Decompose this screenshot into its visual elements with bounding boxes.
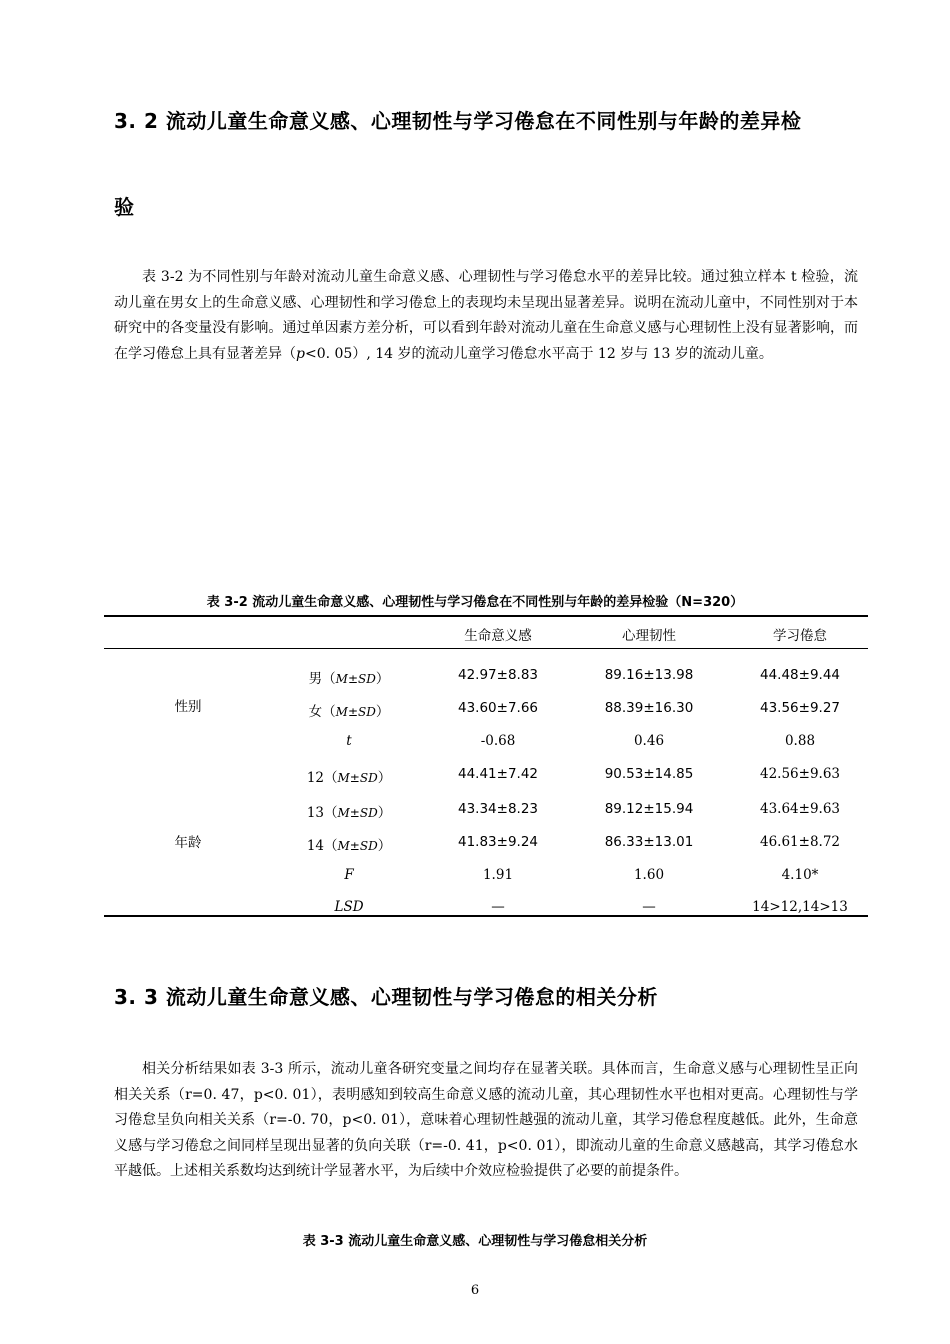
row-label — [307, 834, 391, 854]
column-header-resilience: 心理韧性 — [622, 628, 676, 644]
column-header-meaning-in-life: 生命意义感 — [464, 628, 532, 644]
row-label-prefix: 男（ — [308, 671, 336, 687]
row-label — [346, 733, 351, 749]
row-label-prefix: 14（ — [306, 838, 338, 854]
group-label-gender: 性别 — [174, 699, 202, 715]
table-3-2-caption: 表 3-2 流动儿童生命意义感、心理韧性与学习倦怠在不同性别与年龄的差异检验（N=320） — [206, 595, 744, 610]
row-label — [309, 700, 390, 720]
table-header-rule — [104, 648, 868, 649]
table-cell: 43.56±9.27 — [759, 700, 841, 716]
row-label — [309, 667, 390, 687]
table-cell: 42.56±9.63 — [759, 766, 841, 782]
paragraph-3-2-p-symbol: p — [296, 345, 305, 362]
paragraph-3-2-text: 表 3-2 为不同性别与年龄对流动儿童生命意义感、心理韧性与学习倦怠水平的差异比较。通过独立样本 t 检验，流动儿童在男女上的生命意义感、心理韧性和学习倦怠上的表现均未呈现出显著差异。说明在流动儿童中，不同性别对于本研究中的各变量没有影响。通过单因素方差分析，可以看到年龄对流动儿童在生命意义感与心理韧性上没有显著影响，而在学习倦怠上具有显著差异（ — [114, 269, 858, 362]
table-cell: 1.60 — [633, 867, 665, 883]
paragraph-3-2-tail: <0. 05）, 14 岁的流动儿童学习倦怠水平高于 12 岁与 13 岁的流动儿童。 — [304, 345, 773, 362]
table-3-3-caption: 表 3-3 流动儿童生命意义感、心理韧性与学习倦怠相关分析 — [302, 1234, 648, 1249]
table-cell: 0.88 — [784, 733, 816, 749]
row-label-prefix: 女（ — [308, 704, 336, 720]
table-cell: 46.61±8.72 — [759, 834, 841, 850]
column-header-learning-burnout: 学习倦怠 — [773, 628, 827, 644]
table-cell: 89.12±15.94 — [604, 801, 694, 817]
row-label-statistic: M±SD — [335, 672, 376, 686]
row-label-suffix: ） — [375, 704, 390, 720]
table-cell: 44.48±9.44 — [759, 667, 841, 683]
row-label-statistic: t — [346, 733, 352, 749]
row-label — [334, 899, 363, 915]
table-3-2 — [104, 615, 868, 917]
paragraph-3-3-text: 相关分析结果如表 3-3 所示，流动儿童各研究变量之间均存在显著关联。具体而言，生命意义感与心理韧性呈正向相关关系（r=0. 47，p<0. 01），表明感知到较高生命意义感的流动儿童，其心理韧性水平也相对更高。心理韧性与学习倦怠呈负向相关关系（r=-0. 70，p<0. 01），意味着心理韧性越强的流动儿童，其学习倦怠程度越低。此外，生命意义感与学习倦怠之间同样呈现出显著的负向关联（r=-0. 41，p<0. 01），即流动儿童的生命意义感越高，其学习倦怠水平越低。上述相关系数均达到统计学显著水平，为后续中介效应检验提供了必要的前提条件。 — [114, 1061, 858, 1180]
row-label-suffix: ） — [375, 671, 390, 687]
table-cell: 88.39±16.30 — [604, 700, 694, 716]
table-cell: 43.34±8.23 — [457, 801, 539, 817]
paragraph-3-3 — [114, 1057, 858, 1185]
row-label-statistic: M±SD — [337, 771, 378, 785]
row-label-statistic: F — [344, 867, 354, 883]
table-cell: 4.10* — [781, 867, 819, 883]
page-number: 6 — [470, 1283, 480, 1298]
table-cell: 1.91 — [482, 867, 514, 883]
row-label-suffix: ） — [377, 770, 392, 786]
table-cell: 90.53±14.85 — [604, 766, 694, 782]
row-label-statistic: M±SD — [337, 806, 378, 820]
table-top-rule — [104, 615, 868, 617]
row-label-statistic: M±SD — [335, 705, 376, 719]
table-cell: 42.97±8.83 — [457, 667, 539, 683]
row-label-suffix: ） — [377, 805, 392, 821]
table-bottom-rule — [104, 915, 868, 917]
row-label-statistic: M±SD — [337, 839, 378, 853]
group-label-age: 年龄 — [174, 835, 202, 851]
table-cell: 0.46 — [633, 733, 665, 749]
section-heading-3-2: 3. 2 流动儿童生命意义感、心理韧性与学习倦怠在不同性别与年龄的差异检 — [114, 109, 802, 133]
table-cell: — — [642, 899, 656, 915]
table-cell: 89.16±13.98 — [604, 667, 694, 683]
row-label — [344, 867, 353, 883]
table-cell: 43.60±7.66 — [457, 700, 539, 716]
paragraph-3-2 — [114, 265, 858, 367]
row-label — [307, 766, 391, 786]
row-label-prefix: 13（ — [306, 805, 338, 821]
row-label-suffix: ） — [377, 838, 392, 854]
section-heading-3-3: 3. 3 流动儿童生命意义感、心理韧性与学习倦怠的相关分析 — [114, 985, 658, 1009]
row-label-statistic: LSD — [334, 899, 364, 915]
row-label — [307, 801, 391, 821]
table-cell: 43.64±9.63 — [759, 801, 841, 817]
row-label-prefix: 12（ — [306, 770, 338, 786]
table-cell: — — [491, 899, 505, 915]
table-cell: 44.41±7.42 — [457, 766, 539, 782]
table-cell: -0.68 — [480, 733, 516, 749]
table-cell: 14>12,14>13 — [752, 899, 848, 915]
section-heading-3-2-continued: 验 — [114, 195, 135, 219]
table-cell: 41.83±9.24 — [457, 834, 539, 850]
table-cell: 86.33±13.01 — [604, 834, 694, 850]
